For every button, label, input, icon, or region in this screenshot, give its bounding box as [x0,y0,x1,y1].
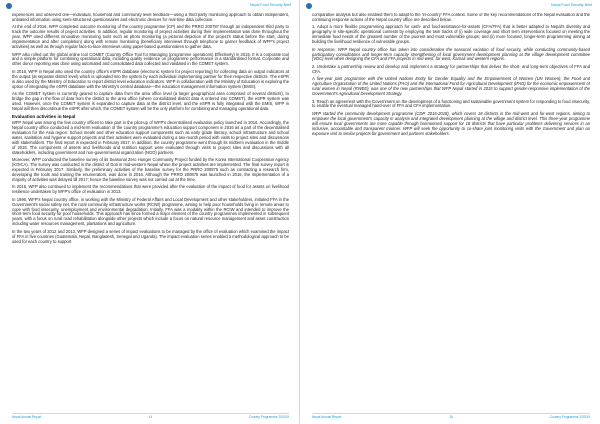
footer-programme: Country Programme 200319 [248,415,289,419]
right-page [300,0,600,424]
paragraph: As the COMET system is currently geared to capture data from the area office level (a larger geographical area comprised of several districts), to bridge the gap in the flow of data from the district to the area office (where consolidated district data is entered into COMET), the eSPR system was used. However, once the COMET system is expanded to capture data at the district level, and the eSPR is fully integrated with the EMIS, WFP in Nepal will then discontinue the eSPR after which, the COMET system will be the only platform for combining and managing operational data. [12,91,289,111]
right-header [300,0,600,10]
wfp-logo-icon [306,3,312,9]
left-header-title: Nepal Food Security Brief [250,3,291,7]
paragraph: Moreover, WFP conducted the baseline survey of its Seasonal Zero Hunger Community Project funded by the Korea International Cooperation Agency (KOICA). The survey was conducted in the district of Doti in mid-western Nepal where the project activities are implemented. The final survey report is expected in February 2017. Similarly, the preliminary activities of the baseline survey for the PRRO 200875 such as contracting a research firm, developing the tools and training the enumerators, was done in 2016. Although the PRRO 200875 was launched in 2016, the implementation of a majority of activities was delayed till 2017; hence the baseline survey was not carried out at the time. [12,157,289,182]
right-footer [312,413,590,419]
paragraph: WFP also rolled out the global online tool COMET (Country Office Tool for Managing (programme operations) Effectively) in 2016. It is a corporate tool and a simple platform for combining operational data, including quality evidence on programme performance in a standardised format. Corporate and other donor reporting was done using automated and consolidated data collected and validated in the COMET system. [12,51,289,67]
response-paragraph: A five-year joint programme with the United Nations Entity for Gender Equality and the Empowerment of Women (UN Women), the Food and Agriculture Organization of the United Nations (FAO) and the International Fund for Agricultural Development (IFAD) for the economic empowerment of rural women in Nepal (RWEE), was one of the new partnerships that WFP Nepal started in 2015 to support gender-responsive implementation of the Government's Agricultural Development Strategy. [312,76,590,97]
paragraph: In the two years of 2012 and 2013, WFP designed a series of impact evaluations to be managed by the office of evaluation which examined the impact of FFA in five countries (Guatemala, Nepal, Bangladesh, Senegal and Uganda). The impact evaluation series enabled a methodological approach to be used for each country to support [12,228,289,244]
wfp-logo-icon [6,3,12,9]
page-number: 14 [148,415,153,419]
section-heading: Evaluation activities in Nepal [12,114,76,120]
right-page-content [312,13,590,410]
page-number: 15 [449,415,453,419]
paragraph: In 2016, WFP also continued to implement the recommendations that were provided after the evaluation of the impact of food for assets on livelihood resilience undertaken by WFP's office of evaluation in 2013. [12,184,289,195]
response-paragraph: In response, WFP Nepal country office has taken into consideration the seasonal variation of food security, while conducting community-based participatory consultations and longer-term capacity strengthening of local government development planning at the village development committee (VDC) level when designing the CFA and FFA projects in mid-west, far-west, Karnali and western regions. [312,46,590,62]
footer-report-name: Nepal Annual Report [312,415,342,419]
response-paragraph: WFP started the community development programme (CDP, 2016-2018), which covers 18 districts in the mid-west and far-west regions, aiming to empower the local government's capacity in analysis and integrated development planning at the village and district level. This three-year programme will ensure local governments are more capable through harmonised support for 18 districts that have particular problems delivering services in an inclusive, accountable and transparent manner. WFP will seek the opportunity to co-share joint monitoring visits with the Government and plan an exposure visit to similar projects for government and partners stakeholders. [312,110,590,136]
footer-report-name: Nepal Annual Report [12,415,42,419]
left-page-content [12,13,289,410]
paragraph: 1. Adopt a more flexible programming approach for cash- and food-assistance-for-assets (CFA/FFA) that is better adapted to Nepal's diversity and geography in site-specific operational contexts by employing the twin tracks of (i) wide coverage and short term interventions focused on meeting the immediate food needs of the greatest number of the poorest and most vulnerable groups; and (ii) more focused, longer-term programming aiming at building the livelihood resilience of vulnerable groups. [312,24,590,45]
paragraph: In 1996, WFP's Nepal country office, in working with the Ministry of Federal Affairs and Local Development and other stakeholders, initiated FFA in the Government's social safety net, the rural community infrastructure works (RCIW) programme, aiming to help poor households living in remote areas to cope with food insecurity, unemployment and environmental degradation. Initially, FFA was a modality within the RCIW and intended to improve the short-term food security for poor households. This approach has since formed a major element of the country programmes implemented in subsequent years, with a focus on rural road rehabilitation alongside other projects which include a focus on natural resource management and asset construction including water resources management, plantations and agriculture. [12,196,289,227]
paragraph: In 2016, WFP in Nepal also used the country office's eSPR database (electronic system for project reporting) for collecting data on output indicators at the output (at separate district level) which is uploaded into the system by each individual implementing partner for their respective districts. The eSPR is also used by the Ministry of Education to report district level education indicators. WFP in collaboration with the Ministry of Education is exploring the option of integrating the eSPR database with the Ministry's central database—the education management information system (EMIS). [12,68,289,89]
paragraph: comparative analysis but also enabled them to adapt to the 'in-country' FFA context. Some of the key recommendations of the Nepal evaluation and the continuing response actions of the Nepal country office are described below. [312,13,590,22]
paragraph: WFP Nepal was among the few country offices to take part in the pilot-up of WFP's decentralised evaluation policy launched in 2016. Accordingly, the Nepal country office conducted a mid-term evaluation of the country programme's education support component in 2016 as a part of the decentralised evaluation for the Asia region. School meals and other education support components such as early grade literacy, school infrastructure and school water, sanitation and hygiene support projects and their activities were evaluated during a two-month period with visits to project sites and discussions with stakeholders. The final report is expected in February 2017. In addition, the country programme went through its midterm evaluation in the middle of 2016. The components of assets and livelihoods and nutrition support were evaluated through visits to project sites and discussions with all stakeholders, including government and non-governmental organization (NGO) partners. [12,120,289,155]
footer-programme: Country Programme 200319 [549,415,590,419]
right-header-title: Nepal Food Security Brief [551,3,592,7]
paragraph: 3. Reach an agreement with the Government on the development of a functioning and sustainable government system for responding to food insecurity, to enable the eventual managed hand-over of FFA and CFA implementation. [312,98,590,109]
paragraph: At the end of 2016, WFP completed outcome monitoring of the country programme (CP) and the PRRO 200787 through an independent third party to track the outcome results of project activities. In addition, regular monitoring of project activities during their implementation was done throughout the year. WFP used different innovative monitoring tools such as photo monitoring (a pictorial depiction of the project's status before the start, during implementation and after completion) along with remote monitoring (beneficiary interviews through telephone to garner feedback of WFP's project activities) as well as through regular face-to-face interviews using paper-based questionnaires to gather data. [12,24,289,50]
paragraph: experiences and observed one—individual, household and community level feedback—using a third party monitoring approach to obtain independent, unbiased information using semi-structured questionnaires and electronic devices for real-time data collection. [12,13,289,22]
paragraph: 2. Undertake a partnership review and develop and implement a strategy for partnerships that deliver the short- and long-term objectives of FFA and CFA. [312,63,590,74]
left-footer [12,413,289,419]
left-header [0,0,299,10]
